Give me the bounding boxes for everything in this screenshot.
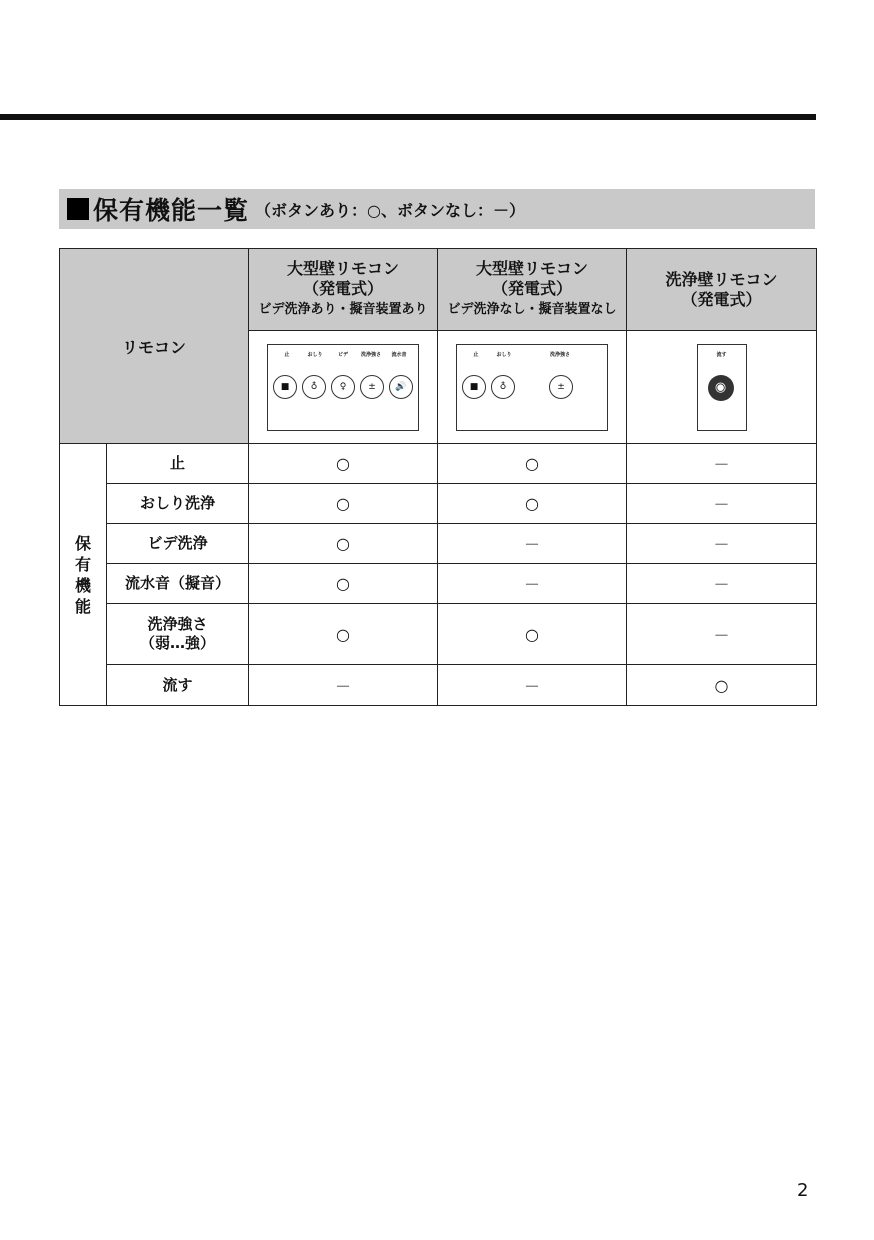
- value-cell: －: [438, 665, 627, 706]
- value-cell: ○: [438, 604, 627, 665]
- function-name: 流す: [107, 665, 249, 706]
- empty-slot: [520, 375, 544, 399]
- value-cell: ○: [249, 484, 438, 524]
- function-name-line2: （弱…強）: [140, 634, 216, 652]
- value-cell: ○: [438, 484, 627, 524]
- value-cell: ○: [249, 604, 438, 665]
- corner-cell: [60, 249, 249, 444]
- remote-basic-illustration: [456, 344, 608, 431]
- col-header-1: [249, 249, 438, 331]
- table-row: [60, 524, 817, 564]
- flush-label: 流す: [716, 351, 727, 358]
- value-cell: －: [627, 524, 817, 564]
- col-type: （発電式）: [492, 279, 573, 298]
- value-cell: ○: [249, 564, 438, 604]
- function-name-line1: 洗浄強さ: [147, 615, 208, 633]
- function-name: おしり洗浄: [107, 484, 249, 524]
- remote-btn-label: ビデ: [338, 351, 349, 358]
- remote-image-cell-2: [438, 331, 627, 444]
- function-name: 流水音（擬音）: [107, 564, 249, 604]
- col-note: ビデ洗浄あり・擬音装置あり: [258, 302, 428, 317]
- pressure-plus-minus-icon: ±: [360, 375, 384, 399]
- remote-image-cell-3: [627, 331, 817, 444]
- flush-swirl-icon: ◉: [708, 375, 734, 401]
- remote-btn-label: [519, 351, 545, 358]
- remote-btn-label: 洗浄強さ: [550, 351, 571, 358]
- function-name: [107, 604, 249, 665]
- value-cell: －: [249, 665, 438, 706]
- value-cell: ○: [438, 444, 627, 484]
- remote-btn-label: 止: [473, 351, 479, 358]
- value-cell: －: [627, 604, 817, 665]
- col-type: （発電式）: [681, 289, 762, 309]
- remote-btn-label: 流水音: [391, 351, 407, 358]
- value-cell: －: [438, 564, 627, 604]
- value-cell: ○: [627, 665, 817, 706]
- group-label: 保 有 機 能: [74, 533, 91, 616]
- function-name: 止: [107, 444, 249, 484]
- sound-icon: 🔊: [389, 375, 413, 399]
- pressure-plus-minus-icon: ±: [549, 375, 573, 399]
- square-bullet-icon: [67, 198, 89, 220]
- remote-image-cell-1: [249, 331, 438, 444]
- remote-label: リモコン: [122, 337, 187, 357]
- col-header-3: [627, 249, 817, 331]
- stop-icon: ■: [273, 375, 297, 399]
- function-table: [59, 248, 817, 706]
- top-rule: [0, 114, 816, 120]
- header-row: [60, 249, 817, 331]
- table-row: [60, 564, 817, 604]
- value-cell: －: [438, 524, 627, 564]
- remote-btn-label: おしり: [307, 351, 323, 358]
- value-cell: ○: [249, 444, 438, 484]
- value-cell: ○: [249, 524, 438, 564]
- remote-btn-label: [575, 351, 601, 358]
- col-title: 洗浄壁リモコン: [665, 269, 778, 289]
- col-title: 大型壁リモコン: [287, 259, 400, 278]
- remote-full-illustration: [267, 344, 419, 431]
- rear-wash-icon: ♁: [302, 375, 326, 399]
- table-row: [60, 604, 817, 665]
- section-note: （ボタンあり：○、ボタンなし：－）: [255, 200, 525, 220]
- page-number: 2: [797, 1180, 809, 1201]
- group-label-cell: [60, 444, 107, 706]
- remote-flush-illustration: [697, 344, 747, 431]
- remote-btn-label: 洗浄強さ: [361, 351, 382, 358]
- stop-icon: ■: [462, 375, 486, 399]
- remote-btn-label: おしり: [496, 351, 512, 358]
- bidet-icon: ♀: [331, 375, 355, 399]
- value-cell: －: [627, 484, 817, 524]
- rear-wash-icon: ♁: [491, 375, 515, 399]
- col-header-2: [438, 249, 627, 331]
- table-row: [60, 484, 817, 524]
- empty-slot: [578, 375, 602, 399]
- table-row: [60, 665, 817, 706]
- col-note: ビデ洗浄なし・擬音装置なし: [447, 302, 617, 317]
- col-title: 大型壁リモコン: [476, 259, 589, 278]
- section-header: [59, 189, 815, 229]
- value-cell: －: [627, 444, 817, 484]
- section-title: 保有機能一覧: [93, 196, 250, 225]
- col-type: （発電式）: [303, 279, 384, 298]
- table-row: [60, 444, 817, 484]
- function-name: ビデ洗浄: [107, 524, 249, 564]
- remote-btn-label: 止: [284, 351, 290, 358]
- value-cell: －: [627, 564, 817, 604]
